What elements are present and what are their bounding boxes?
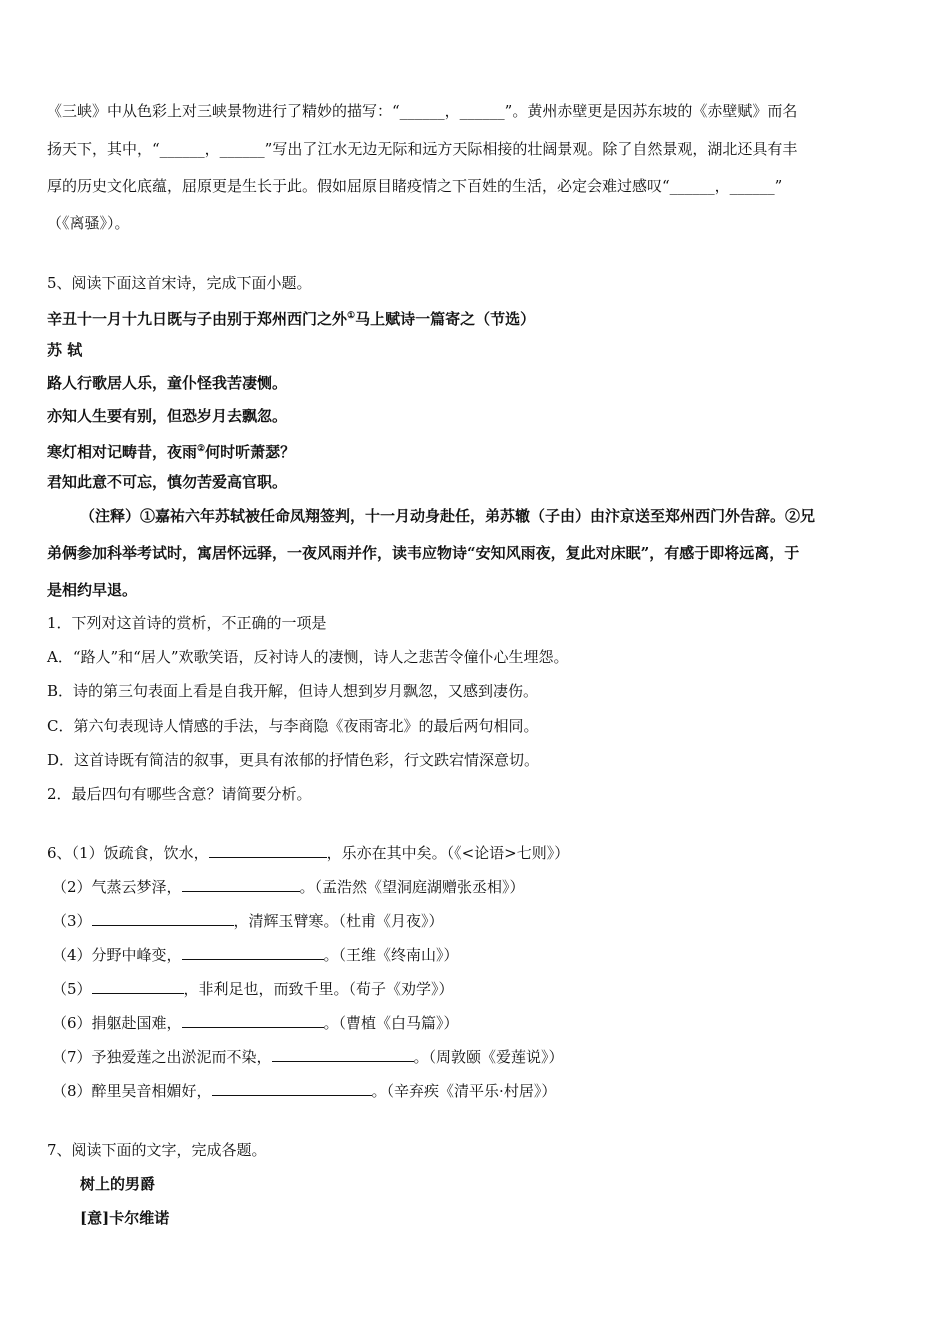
q6-item-2-post: 。（孟浩然《望洞庭湖赠张丞相》） [299, 878, 525, 896]
q6-item-4 [52, 945, 903, 965]
q5-poem-line-2: 亦知人生要有别，但恐岁月去飘忽。 [47, 407, 288, 425]
poem-line-3a: 寒灯相对记畴昔，夜雨 [47, 443, 198, 461]
q5-poem-title [47, 306, 903, 329]
q6-item-2 [52, 877, 903, 897]
q7-intro: 7、阅读下面的文字，完成各题。 [47, 1141, 267, 1159]
q6-item-8-post: 。（辛弃疾《清平乐·村居》） [371, 1082, 557, 1100]
q6-item-3-pre: （3） [52, 912, 92, 930]
note-mark-2: ② [197, 444, 206, 454]
q6-item-1-post: ，乐亦在其中矣。（《<论语>七则》） [326, 844, 570, 862]
q5-notes-1: （注释）①嘉祐六年苏轼被任命凤翔签判，十一月动身赴任，弟苏辙（子由）由汴京送至郑州西门外告辞。②兄 [80, 507, 816, 525]
q6-item-8-pre: （8）醉里吴音相媚好， [52, 1082, 212, 1100]
q5-option-b: B．诗的第三句表面上看是自我开解，但诗人想到岁月飘忽，又感到凄伤。 [47, 682, 539, 700]
q6-item-4-pre: （4）分野中峰变， [52, 946, 182, 964]
q5-poem-line-1: 路人行歌居人乐，童仆怪我苦凄恻。 [47, 374, 288, 392]
q6-item-5 [52, 979, 903, 999]
note-mark-1: ① [347, 311, 356, 321]
q6-item-8 [52, 1081, 903, 1101]
q6-item-2-pre: （2）气蒸云梦泽， [52, 878, 182, 896]
q6-item-6 [52, 1013, 903, 1033]
poem-title-text: 辛丑十一月十九日既与子由别于郑州西门之外 [47, 310, 348, 328]
q5-option-d: D．这首诗既有简洁的叙事，更具有浓郁的抒情色彩，行文跌宕情深意切。 [47, 751, 540, 769]
q6-item-1-pre: 6、（1）饭疏食，饮水， [47, 844, 209, 862]
q7-text-author: [意]卡尔维诺 [80, 1209, 170, 1227]
q5-option-c: C．第六句表现诗人情感的手法，与李商隐《夜雨寄北》的最后两句相同。 [47, 717, 539, 735]
answer-blank-7[interactable] [272, 1047, 414, 1062]
answer-blank-2[interactable] [182, 877, 300, 892]
q5-poem-line-3 [47, 439, 903, 462]
q7-text-title: 树上的男爵 [80, 1175, 156, 1193]
q6-item-3-post: ，清辉玉臂寒。（杜甫《月夜》） [233, 912, 444, 930]
q6-item-6-post: 。（曹植《白马篇》） [323, 1014, 459, 1032]
q5-option-a: A．“路人”和“居人”欢歌笑语，反衬诗人的凄恻，诗人之悲苦令僮仆心生埋怨。 [47, 648, 569, 666]
q4-line-3: 厚的历史文化底蕴，屈原更是生长于此。假如屈原目睹疫情之下百姓的生活，必定会难过感叹“______，______” [47, 177, 783, 195]
answer-blank-1[interactable] [209, 843, 327, 858]
q5-sub-question-1: 1．下列对这首诗的赏析，不正确的一项是 [47, 614, 327, 632]
q5-sub-question-2: 2．最后四句有哪些含意？请简要分析。 [47, 785, 312, 803]
q4-line-1: 《三峡》中从色彩上对三峡景物进行了精妙的描写：“______，______”。黄州赤壁更是因苏东坡的《赤壁赋》而名 [47, 102, 798, 120]
q5-poem-line-4: 君知此意不可忘，慎勿苦爱高官职。 [47, 473, 288, 491]
answer-blank-3[interactable] [92, 911, 234, 926]
q5-notes-3: 是相约早退。 [47, 581, 138, 599]
q5-poem-author: 苏 轼 [47, 341, 83, 359]
q5-notes-2: 弟俩参加科举考试时，寓居怀远驿，一夜风雨并作，读韦应物诗“安知风雨夜，复此对床眠”，有感于即将远离，于 [47, 544, 800, 562]
q4-line-4: （《离骚》）。 [47, 214, 130, 232]
q6-item-7 [52, 1047, 903, 1067]
q6-item-3 [52, 911, 903, 931]
q6-item-5-post: ，非利足也，而致千里。（荀子《劝学》） [183, 980, 454, 998]
q6-item-4-post: 。（王维《终南山》） [323, 946, 459, 964]
q6-item-7-pre: （7）予独爱莲之出淤泥而不染， [52, 1048, 272, 1066]
q6-item-1 [47, 843, 903, 863]
poem-line-3b: 何时听萧瑟？ [205, 443, 296, 461]
q6-item-5-pre: （5） [52, 980, 92, 998]
answer-blank-8[interactable] [212, 1081, 372, 1096]
q4-line-2: 扬天下，其中，“______，______”写出了江水无边无际和远方天际相接的壮阔景观。除了自然景观，湖北还具有丰 [47, 140, 798, 158]
poem-title-tail: 马上赋诗一篇寄之（节选） [355, 310, 536, 328]
answer-blank-5[interactable] [92, 979, 184, 994]
q6-item-6-pre: （6）捐躯赴国难， [52, 1014, 182, 1032]
q5-intro: 5、阅读下面这首宋诗，完成下面小题。 [47, 274, 312, 292]
answer-blank-6[interactable] [182, 1013, 324, 1028]
answer-blank-4[interactable] [182, 945, 324, 960]
q6-item-7-post: 。（周敦颐《爱莲说》） [413, 1048, 564, 1066]
